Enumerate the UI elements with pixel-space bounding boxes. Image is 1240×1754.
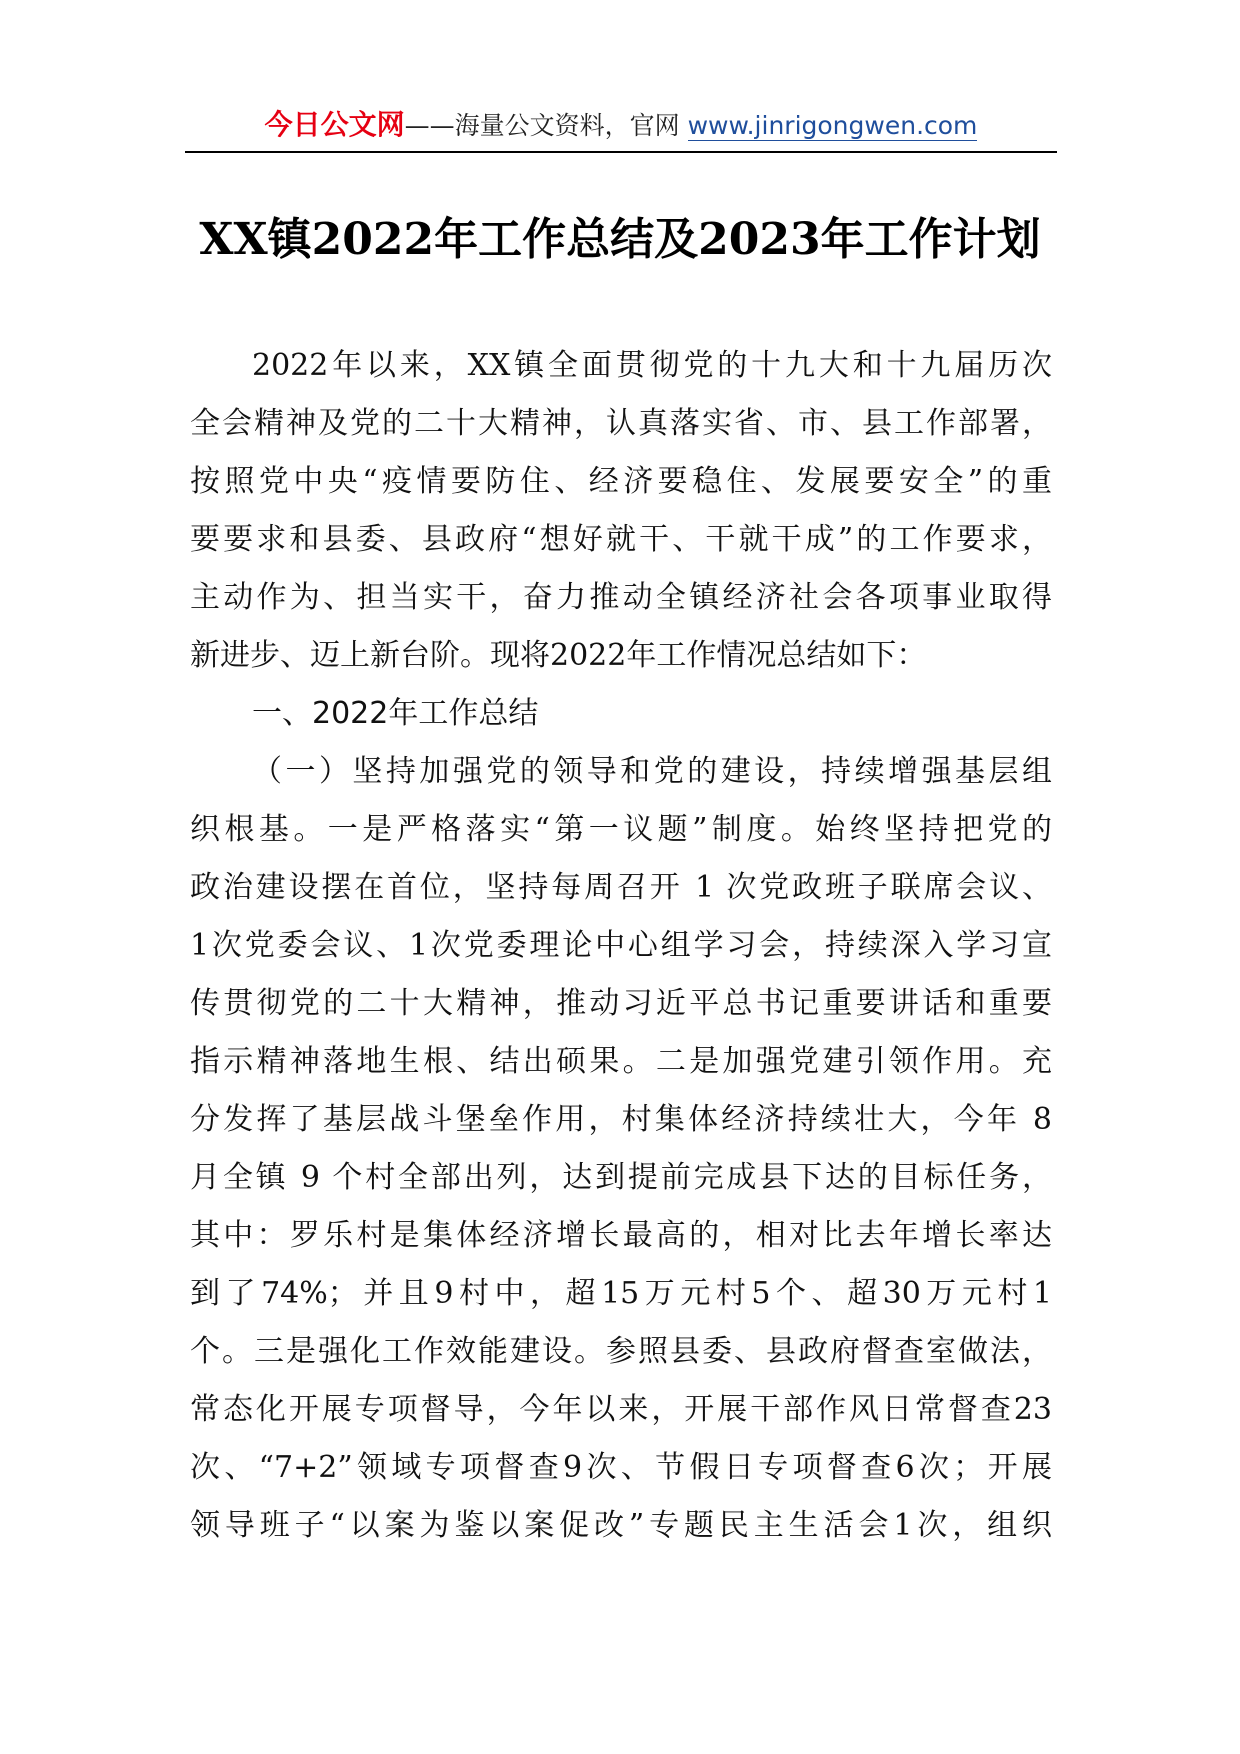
- paragraph-line: 1次党委会议、1次党委理论中心组学习会，持续深入学习宣: [190, 928, 1052, 963]
- document-body: [190, 337, 1052, 1555]
- paragraph-line: 次、“7+2”领域专项督查9次、节假日专项督查6次；开展: [190, 1450, 1052, 1485]
- paragraph-line: 其中：罗乐村是集体经济增长最高的，相对比去年增长率达: [190, 1218, 1052, 1253]
- brand-logo-text: 今日公文网: [264, 108, 405, 141]
- paragraph-line: 指示精神落地生根、结出硕果。二是加强党建引领作用。充: [190, 1044, 1052, 1079]
- header-divider: [185, 151, 1057, 153]
- header-slogan: ——海量公文资料，官网: [404, 111, 688, 140]
- paragraph-line: 主动作为、担当实干，奋力推动全镇经济社会各项事业取得: [190, 580, 1052, 615]
- paragraph-line: 要要求和县委、县政府“想好就干、干就干成”的工作要求，: [190, 522, 1052, 557]
- section-heading: 一、2022年工作总结: [252, 696, 539, 731]
- paragraph-line: 新进步、迈上新台阶。现将2022年工作情况总结如下：: [190, 638, 927, 673]
- paragraph-line: 常态化开展专项督导，今年以来，开展干部作风日常督查23: [190, 1392, 1052, 1427]
- paragraph-line: （一）坚持加强党的领导和党的建设，持续增强基层组: [252, 754, 1052, 789]
- paragraph-line: 按照党中央“疫情要防住、经济要稳住、发展要安全”的重: [190, 464, 1052, 499]
- website-link[interactable]: www.jinrigongwen.com: [687, 111, 978, 140]
- document-title: XX镇2022年工作总结及2023年工作计划: [199, 214, 1041, 265]
- paragraph-line: 到了74%；并且9村中，超15万元村5个、超30万元村1: [190, 1276, 1052, 1311]
- paragraph-line: 2022年以来，XX镇全面贯彻党的十九大和十九届历次: [252, 348, 1052, 383]
- paragraph-line: 个。三是强化工作效能建设。参照县委、县政府督查室做法，: [190, 1334, 1052, 1369]
- paragraph-line: 传贯彻党的二十大精神，推动习近平总书记重要讲话和重要: [190, 986, 1052, 1021]
- paragraph-line: 分发挥了基层战斗堡垒作用，村集体经济持续壮大，今年 8: [190, 1102, 1052, 1137]
- paragraph-line: 织根基。一是严格落实“第一议题”制度。始终坚持把党的: [190, 812, 1052, 847]
- paragraph-line: 领导班子“以案为鉴以案促改”专题民主生活会1次，组织: [190, 1508, 1052, 1543]
- paragraph-line: 全会精神及党的二十大精神，认真落实省、市、县工作部署，: [190, 406, 1052, 441]
- paragraph-line: 政治建设摆在首位，坚持每周召开 1 次党政班子联席会议、: [190, 870, 1052, 905]
- paragraph-line: 月全镇 9 个村全部出列，达到提前完成县下达的目标任务，: [190, 1160, 1052, 1195]
- page-header: [185, 102, 1057, 148]
